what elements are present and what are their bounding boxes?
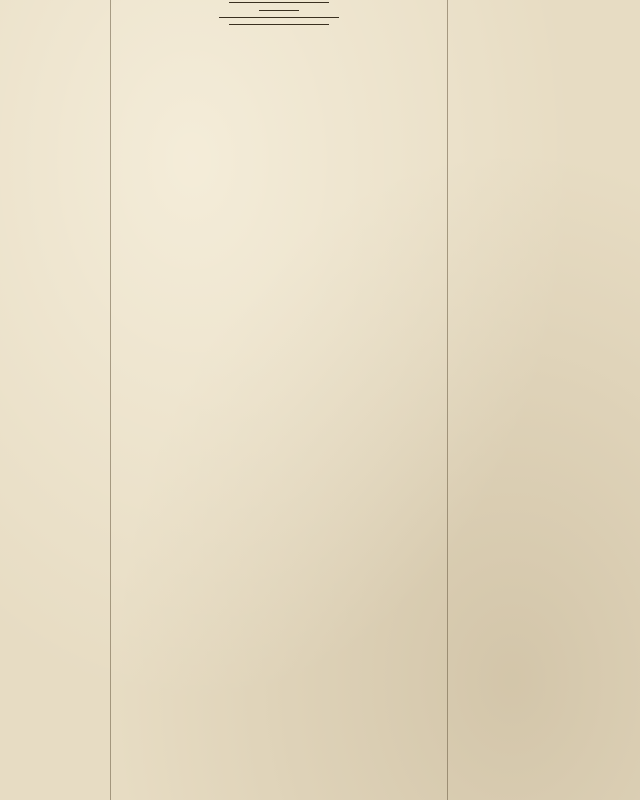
headline-rule: [229, 2, 329, 3]
left-column: [0, 0, 106, 800]
subhead-rule: [259, 10, 299, 11]
right-column: [452, 0, 640, 800]
column-rule-left: [110, 0, 111, 800]
center-column: [116, 0, 442, 800]
article-divider: [219, 17, 339, 18]
column-rule-right: [447, 0, 448, 800]
headline-rule: [229, 24, 329, 25]
